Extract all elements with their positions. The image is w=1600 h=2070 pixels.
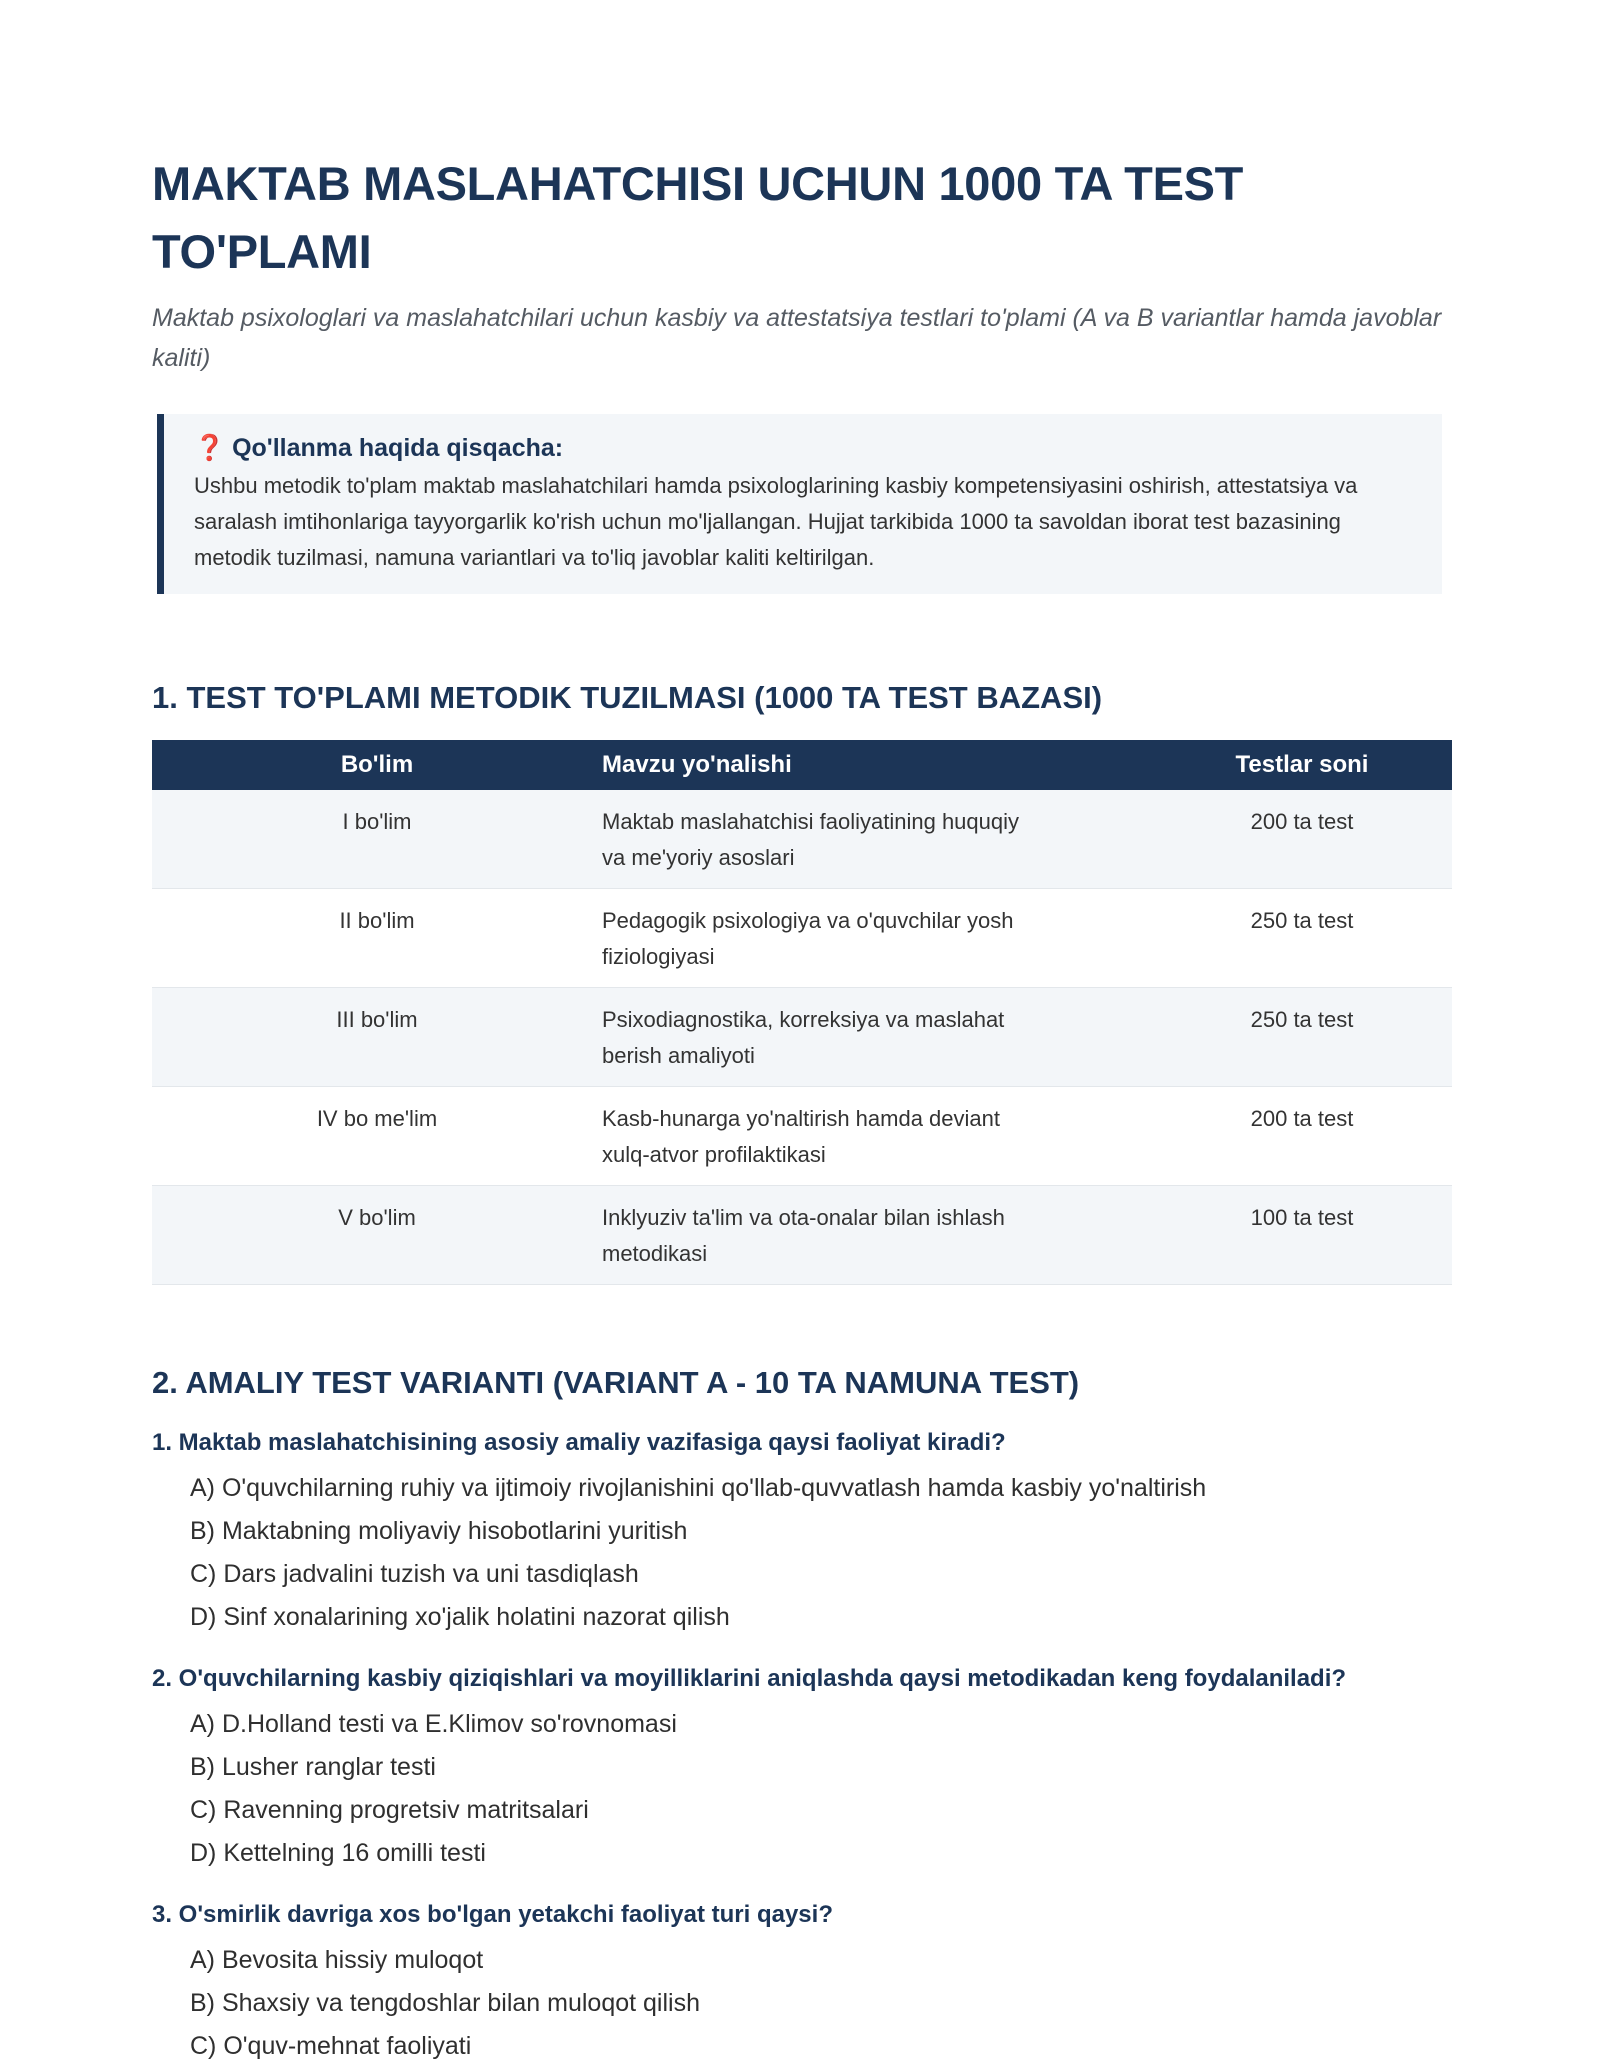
cell-topic: Psixodiagnostika, korreksiya va maslahat berish amaliyoti — [602, 1007, 1005, 1068]
answer-option: A) D.Holland testi va E.Klimov so'rovnomasi — [190, 1710, 677, 1738]
cell-topic: Pedagogik psixologiya va o'quvchilar yosh fiziologiyasi — [602, 908, 1014, 969]
document-subtitle: Maktab psixologlari va maslahatchilari uchun kasbiy va attestatsiya testlari to'plami (A va B variantlar hamda javoblar kaliti) — [152, 304, 1442, 372]
answer-options — [190, 1467, 1452, 1639]
answer-option: B) Lusher ranglar testi — [190, 1753, 436, 1781]
question-text: 2. O'quvchilarning kasbiy qiziqishlari va moyilliklarini aniqlashda qaysi metodikadan keng foydalaniladi? — [152, 1665, 1347, 1692]
section-1-heading: 1. TEST TO'PLAMI METODIK TUZILMASI (1000 TA TEST BAZASI) — [152, 680, 1103, 715]
table-row — [152, 889, 1452, 988]
answer-option: A) O'quvchilarning ruhiy va ijtimoiy rivojlanishini qo'llab-quvvatlash hamda kasbiy yo'naltirish — [190, 1474, 1207, 1502]
cell-part: IV bo me'lim — [152, 1087, 602, 1186]
note-text: Ushbu metodik to'plam maktab maslahatchilari hamda psixologlarining kasbiy kompetensiyasini oshirish, attestatsiya va saralash imtihonlariga tayyorgarlik ko'rish uchun mo'ljallangan. Hujjat tarkibida 1000 ta savoldan iborat test bazasining metodik tuzilmasi, namuna variantlari va to'liq javoblar kaliti keltirilgan. — [194, 473, 1358, 570]
question-2 — [152, 1659, 1452, 1875]
question-text: 1. Maktab maslahatchisining asosiy amaliy vazifasiga qaysi faoliyat kiradi? — [152, 1429, 1006, 1456]
cell-topic: Maktab maslahatchisi faoliyatining huquqiy va me'yoriy asoslari — [602, 809, 1020, 870]
answer-option: C) Ravenning progretsiv matritsalari — [190, 1796, 589, 1824]
note-title: ❓ Qo'llanma haqida qisqacha: — [194, 434, 564, 462]
document-title: MAKTAB MASLAHATCHISI UCHUN 1000 TA TEST TO'PLAMI — [152, 157, 1244, 278]
table-row — [152, 790, 1452, 889]
cell-part: III bo'lim — [152, 988, 602, 1087]
cell-topic: Kasb-hunarga yo'naltirish hamda deviant xulq-atvor profilaktikasi — [602, 1106, 1000, 1167]
question-3 — [152, 1895, 1452, 2068]
answer-options — [190, 1939, 1452, 2068]
answer-option: B) Shaxsiy va tengdoshlar bilan muloqot qilish — [190, 1989, 700, 2017]
column-header-part: Bo'lim — [152, 740, 602, 790]
cell-part: II bo'lim — [152, 889, 602, 988]
table-row — [152, 1087, 1452, 1186]
cell-count: 250 ta test — [1152, 889, 1452, 988]
column-header-topic: Mavzu yo'nalishi — [602, 740, 1152, 790]
answer-option: A) Bevosita hissiy muloqot — [190, 1946, 484, 1974]
table-row — [152, 1186, 1452, 1285]
question-1 — [152, 1423, 1452, 1639]
answer-option: C) O'quv-mehnat faoliyati — [190, 2032, 472, 2060]
answer-option: C) Dars jadvalini tuzish va uni tasdiqlash — [190, 1560, 639, 1588]
summary-note — [157, 414, 1442, 594]
answer-options — [190, 1703, 1452, 1875]
table-row — [152, 988, 1452, 1087]
cell-count: 200 ta test — [1152, 790, 1452, 889]
answer-option: D) Sinf xonalarining xo'jalik holatini nazorat qilish — [190, 1603, 730, 1631]
question-text: 3. O'smirlik davriga xos bo'lgan yetakchi faoliyat turi qaysi? — [152, 1901, 833, 1928]
answer-option: D) Kettelning 16 omilli testi — [190, 1839, 486, 1867]
column-header-count: Testlar soni — [1152, 740, 1452, 790]
cell-count: 200 ta test — [1152, 1087, 1452, 1186]
cell-part: V bo'lim — [152, 1186, 602, 1285]
table-header-row — [152, 740, 1452, 790]
cell-count: 100 ta test — [1152, 1186, 1452, 1285]
document-page — [152, 150, 1452, 2068]
answer-option: B) Maktabning moliyaviy hisobotlarini yuritish — [190, 1517, 688, 1545]
structure-table — [152, 740, 1452, 1285]
cell-part: I bo'lim — [152, 790, 602, 889]
cell-count: 250 ta test — [1152, 988, 1452, 1087]
cell-topic: Inklyuziv ta'lim va ota-onalar bilan ishlash metodikasi — [602, 1205, 1005, 1266]
section-2-heading: 2. AMALIY TEST VARIANTI (VARIANT A - 10 TA NAMUNA TEST) — [152, 1365, 1080, 1400]
